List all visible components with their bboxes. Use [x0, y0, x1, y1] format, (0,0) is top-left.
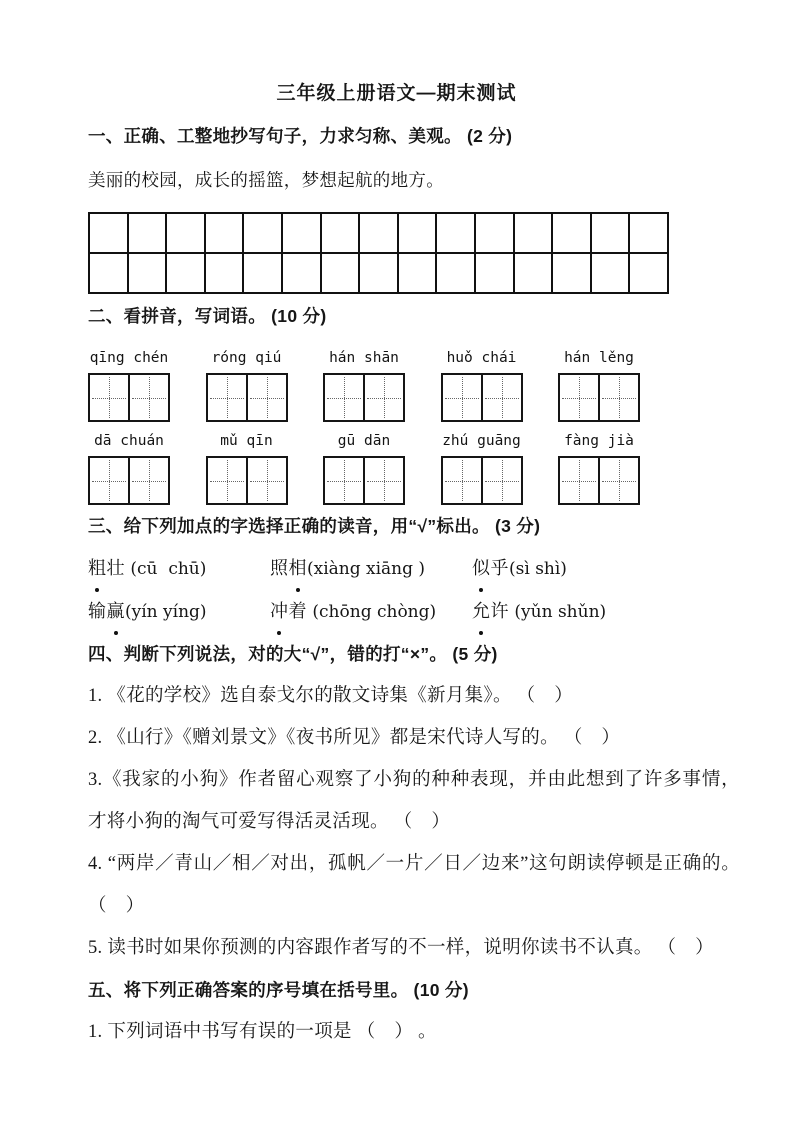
pinyin-item: [441, 429, 523, 505]
copy-grid-cell[interactable]: [552, 253, 591, 293]
word-char: 壮: [106, 558, 125, 578]
writing-cell[interactable]: [598, 375, 638, 420]
writing-cell[interactable]: [363, 375, 403, 420]
writing-box[interactable]: [206, 456, 288, 505]
pinyin-label: dā chuán: [94, 433, 164, 449]
writing-box[interactable]: [206, 373, 288, 422]
copy-grid-cell[interactable]: [128, 253, 167, 293]
section3-header: 三、给下列加点的字选择正确的读音，用“√”标出。 (3 分): [88, 516, 541, 536]
section4-header: 四、判断下列说法，对的大“√”，错的打“×”。 (5 分): [88, 644, 498, 664]
pinyin-item: [558, 429, 640, 505]
choice-item-1[interactable]: 1. 下列词语中书写有误的一项是 （ ） 。: [88, 1022, 437, 1042]
pronunciation-entry: [270, 547, 472, 590]
target-word: [472, 590, 509, 632]
pinyin-label: gū dān: [337, 433, 391, 449]
writing-cell[interactable]: [208, 458, 246, 503]
writing-box[interactable]: [88, 373, 170, 422]
writing-cell[interactable]: [363, 458, 403, 503]
pinyin-label: róng qiú: [211, 350, 282, 366]
pronunciation-options[interactable]: (cū chū): [125, 559, 207, 579]
section2-header: 二、看拼音，写词语。 (10 分): [88, 306, 327, 326]
judge-item-3[interactable]: 3.《我家的小狗》作者留心观察了小狗的种种表现，并由此想到了许多事情，才将小狗的淘气可爱写得活灵活现。 （ ）: [88, 770, 740, 832]
pinyin-row-1: [88, 346, 640, 422]
writing-cell[interactable]: [246, 458, 286, 503]
word-char: 乎: [490, 558, 509, 578]
page-title: 三年级上册语文—期末测试: [276, 83, 517, 104]
word-char: 许: [490, 601, 509, 621]
writing-box[interactable]: [441, 373, 523, 422]
pron-row-2: [88, 590, 740, 633]
writing-box[interactable]: [323, 456, 405, 505]
copy-grid-cell[interactable]: [398, 253, 437, 293]
pinyin-item: [88, 429, 170, 505]
writing-box[interactable]: [558, 373, 640, 422]
word-char: 赢: [107, 590, 126, 632]
pinyin-item: [323, 346, 405, 422]
pinyin-label: huǒ chái: [446, 350, 517, 366]
writing-box[interactable]: [88, 456, 170, 505]
word-char: 允: [472, 590, 491, 632]
copy-grid-cell[interactable]: [436, 213, 475, 253]
target-word: [88, 547, 125, 589]
word-char: 似: [472, 547, 491, 589]
pinyin-label: fàng jià: [564, 433, 634, 449]
word-char: 照: [270, 558, 289, 578]
pronunciation-entry: [88, 590, 270, 633]
copy-grid-cell[interactable]: [591, 253, 630, 293]
word-char: 输: [88, 601, 107, 621]
writing-cell[interactable]: [560, 458, 598, 503]
copy-grid-cell[interactable]: [552, 213, 591, 253]
copy-grid-cell[interactable]: [166, 253, 205, 293]
copy-grid-cell[interactable]: [514, 213, 553, 253]
copy-grid-cell[interactable]: [591, 213, 630, 253]
copy-grid-cell[interactable]: [243, 253, 282, 293]
writing-cell[interactable]: [128, 375, 168, 420]
word-char: 冲: [270, 590, 289, 632]
pronunciation-entry: [270, 590, 472, 633]
pinyin-item: [88, 346, 170, 422]
copy-grid-cell[interactable]: [359, 253, 398, 293]
writing-cell[interactable]: [90, 375, 128, 420]
writing-box[interactable]: [323, 373, 405, 422]
writing-cell[interactable]: [325, 458, 363, 503]
target-word: [270, 590, 307, 632]
copy-grid-cell[interactable]: [282, 213, 321, 253]
writing-cell[interactable]: [598, 458, 638, 503]
pinyin-item: [206, 429, 288, 505]
copy-grid-cell[interactable]: [89, 253, 128, 293]
judge-item-5[interactable]: 5. 读书时如果你预测的内容跟作者写的不一样，说明你读书不认真。 （ ）: [88, 938, 714, 958]
copy-grid-cell[interactable]: [282, 253, 321, 293]
pronunciation-options[interactable]: (xiàng xiāng ): [307, 559, 426, 579]
copy-sentence: 美丽的校园，成长的摇篮，梦想起航的地方。: [88, 170, 444, 190]
copy-grid-cell[interactable]: [475, 213, 514, 253]
writing-cell[interactable]: [443, 458, 481, 503]
writing-cell[interactable]: [443, 375, 481, 420]
pinyin-item: [323, 429, 405, 505]
pronunciation-entry: [472, 547, 567, 590]
pronunciation-entry: [88, 547, 270, 590]
copy-grid-cell[interactable]: [89, 213, 128, 253]
writing-cell[interactable]: [246, 375, 286, 420]
pinyin-label: hán shān: [329, 350, 399, 366]
writing-box[interactable]: [558, 456, 640, 505]
target-word: [472, 547, 509, 589]
pronunciation-entry: [472, 590, 606, 633]
section5-header: 五、将下列正确答案的序号填在括号里。 (10 分): [88, 980, 469, 1000]
copy-grid-cell[interactable]: [436, 253, 475, 293]
writing-cell[interactable]: [208, 375, 246, 420]
word-char: 着: [288, 601, 307, 621]
writing-cell[interactable]: [481, 458, 521, 503]
pronunciation-options[interactable]: (yín yíng): [125, 602, 207, 622]
writing-cell[interactable]: [560, 375, 598, 420]
copy-grid-cell[interactable]: [205, 213, 244, 253]
writing-cell[interactable]: [128, 458, 168, 503]
pron-row-1: [88, 547, 740, 590]
judge-item-1[interactable]: 1. 《花的学校》选自泰戈尔的散文诗集《新月集》。 （ ）: [88, 686, 574, 706]
copy-grid-cell[interactable]: [398, 213, 437, 253]
pronunciation-options[interactable]: (sì shì): [509, 559, 567, 579]
word-char: 粗: [88, 547, 107, 589]
section1-header: 一、正确、工整地抄写句子，力求匀称、美观。 (2 分): [88, 126, 513, 146]
copy-grid-row: [89, 213, 668, 253]
copy-grid: [88, 212, 669, 294]
copy-grid-row: [89, 253, 668, 293]
word-char: 相: [289, 547, 308, 589]
pinyin-item: [558, 346, 640, 422]
copy-grid-cell[interactable]: [629, 253, 668, 293]
copy-grid-cell[interactable]: [166, 213, 205, 253]
writing-cell[interactable]: [90, 458, 128, 503]
copy-grid-cell[interactable]: [128, 213, 167, 253]
pronunciation-options[interactable]: (yǔn shǔn): [509, 602, 607, 622]
copy-grid-cell[interactable]: [243, 213, 282, 253]
pinyin-label: qīng chén: [89, 350, 169, 366]
copy-grid-cell[interactable]: [629, 213, 668, 253]
writing-cell[interactable]: [481, 375, 521, 420]
target-word: [270, 547, 307, 589]
copy-grid-cell[interactable]: [359, 213, 398, 253]
pinyin-row-2: [88, 429, 640, 505]
pinyin-item: [206, 346, 288, 422]
copy-grid-cell[interactable]: [321, 213, 360, 253]
paper-content: [88, 114, 740, 1053]
copy-grid-cell[interactable]: [475, 253, 514, 293]
writing-box[interactable]: [441, 456, 523, 505]
target-word: [88, 590, 125, 632]
judge-item-2[interactable]: 2. 《山行》《赠刘景文》《夜书所见》都是宋代诗人写的。 （ ）: [88, 728, 621, 748]
copy-grid-cell[interactable]: [205, 253, 244, 293]
pinyin-label: zhú guāng: [442, 433, 521, 449]
pinyin-label: mǔ qīn: [220, 433, 273, 449]
judge-item-4[interactable]: 4. “两岸／青山／相／对出，孤帆／一片／日／边来”这句朗读停顿是正确的。 （ ）: [88, 854, 740, 916]
writing-cell[interactable]: [325, 375, 363, 420]
pronunciation-options[interactable]: (chōng chòng): [307, 602, 437, 622]
pinyin-item: [441, 346, 523, 422]
pinyin-label: hán lěng: [564, 350, 634, 366]
copy-grid-cell[interactable]: [514, 253, 553, 293]
copy-grid-cell[interactable]: [321, 253, 360, 293]
